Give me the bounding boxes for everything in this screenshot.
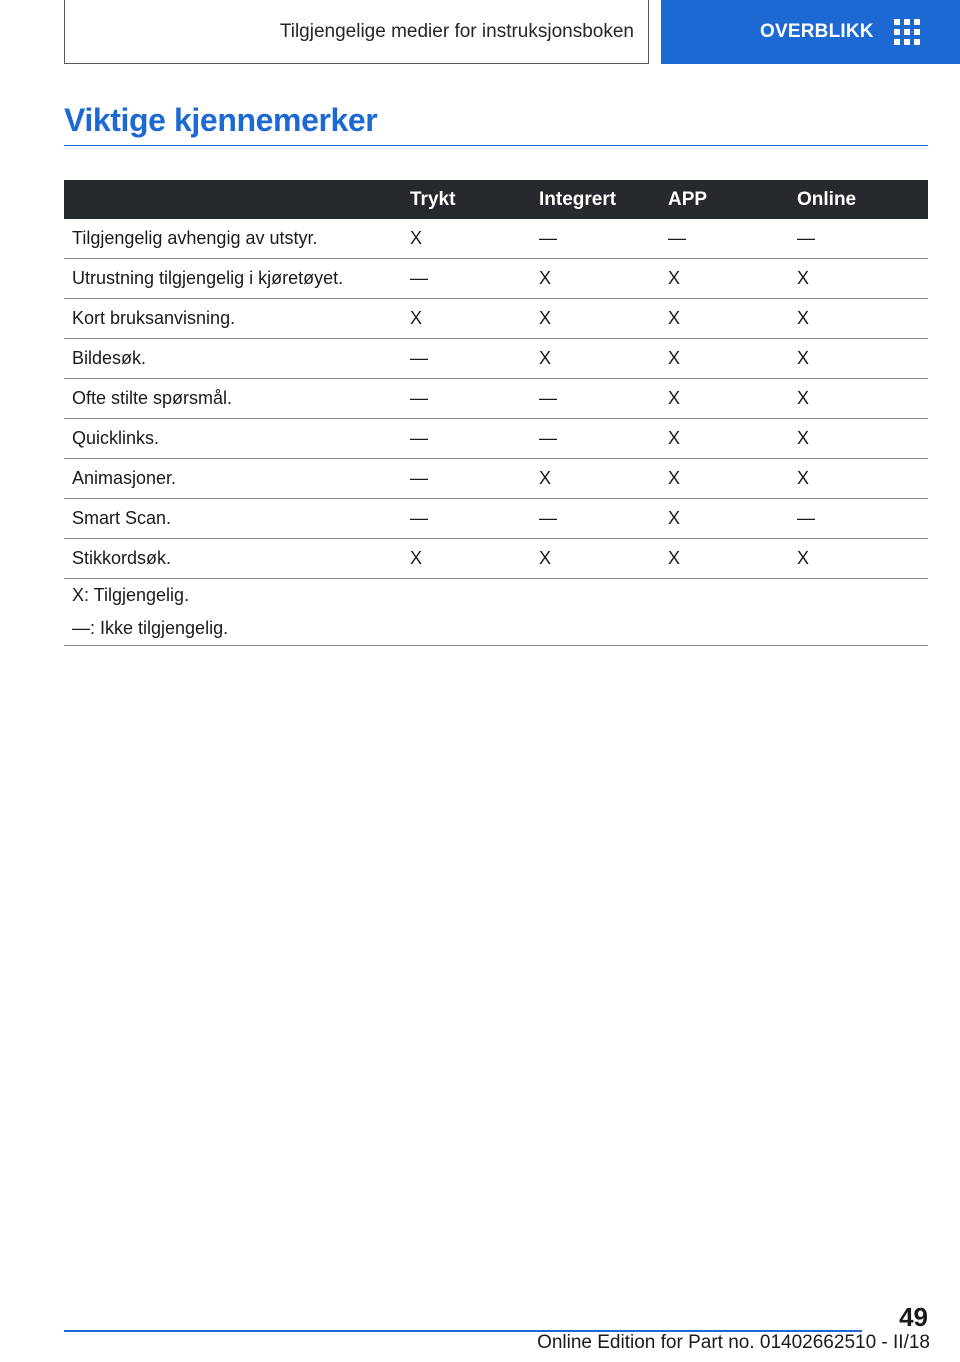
legend-cell [64,579,928,646]
availability-cell: — [531,419,660,459]
availability-cell: — [402,379,531,419]
table-row [64,299,928,339]
header-title-box [64,0,649,64]
column-header: Integrert [531,180,660,219]
table-body [64,219,928,646]
availability-cell: — [789,219,928,259]
availability-cell: — [531,499,660,539]
table-row [64,379,928,419]
availability-table [64,180,928,646]
legend-row [64,579,928,646]
table-row [64,259,928,299]
availability-cell: X [789,539,928,579]
grid-icon[interactable] [894,19,920,45]
availability-cell: — [402,419,531,459]
availability-cell: X [402,299,531,339]
availability-cell: X [531,459,660,499]
column-header: Trykt [402,180,531,219]
availability-cell: — [402,339,531,379]
table-row [64,499,928,539]
feature-cell: Bildesøk. [64,339,402,379]
availability-cell: X [789,339,928,379]
availability-cell: X [789,419,928,459]
feature-cell: Quicklinks. [64,419,402,459]
feature-cell: Stikkordsøk. [64,539,402,579]
feature-cell: Tilgjengelig avhengig av utstyr. [64,219,402,259]
availability-cell: X [402,219,531,259]
table-row [64,539,928,579]
availability-cell: X [531,339,660,379]
availability-cell: X [660,419,789,459]
legend-item: X: Tilgjengelig. [72,585,190,605]
availability-cell: X [660,299,789,339]
availability-cell: — [789,499,928,539]
feature-cell: Kort bruksanvisning. [64,299,402,339]
feature-cell: Smart Scan. [64,499,402,539]
availability-cell: — [402,259,531,299]
availability-cell: — [531,379,660,419]
availability-cell: X [531,299,660,339]
legend-item: —: Ikke tilgjengelig. [72,618,229,638]
availability-cell: X [789,259,928,299]
column-header [64,180,402,219]
availability-cell: — [531,219,660,259]
header-title: Tilgjengelige medier for instruksjonsboken [279,20,634,42]
column-header: Online [789,180,928,219]
availability-cell: X [789,379,928,419]
availability-cell: X [402,539,531,579]
availability-cell: X [789,459,928,499]
availability-cell: — [402,499,531,539]
feature-cell: Ofte stilte spørsmål. [64,379,402,419]
table-row [64,219,928,259]
table-row [64,339,928,379]
table-header-row [64,180,928,219]
availability-cell: X [660,499,789,539]
availability-cell: X [531,539,660,579]
title-divider [64,145,928,146]
availability-cell: X [660,459,789,499]
table-row [64,459,928,499]
availability-cell: — [402,459,531,499]
table-row [64,419,928,459]
availability-cell: X [531,259,660,299]
header-section-tab[interactable] [661,0,960,64]
availability-cell: X [660,539,789,579]
availability-cell: X [660,379,789,419]
feature-cell: Animasjoner. [64,459,402,499]
footer-edition: Online Edition for Part no. 01402662510 - II/18 [537,1332,930,1353]
page-title: Viktige kjennemerker [64,102,378,138]
availability-cell: X [789,299,928,339]
column-header: APP [660,180,789,219]
feature-cell: Utrustning tilgjengelig i kjøretøyet. [64,259,402,299]
page-number: 49 [899,1302,928,1332]
availability-cell: — [660,219,789,259]
availability-cell: X [660,259,789,299]
availability-cell: X [660,339,789,379]
header-section-label[interactable]: OVERBLIKK [760,21,874,42]
